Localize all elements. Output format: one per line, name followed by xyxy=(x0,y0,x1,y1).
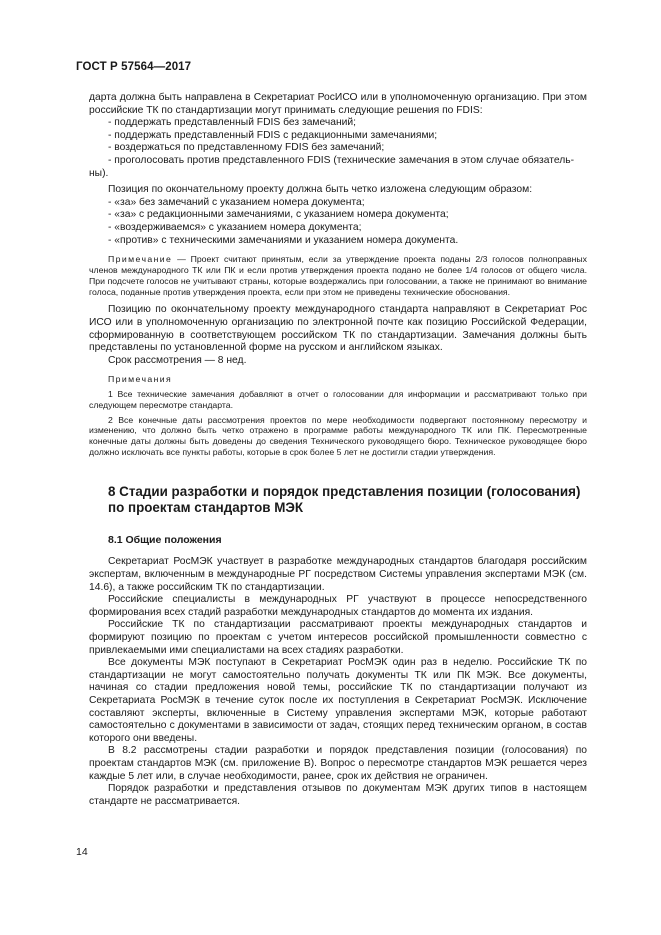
format-intro-paragraph: Позиция по окончательному проекту должна быть четко изложена следующим образом: xyxy=(108,184,533,196)
format-item: - «воздерживаемся» с указанием номера документа; xyxy=(108,221,362,233)
notes-title: Примечания xyxy=(108,374,173,385)
option-item: - воздержаться по представленному FDIS без замечаний; xyxy=(108,142,385,154)
format-item: - «за» без замечаний с указанием номера документа; xyxy=(108,196,365,208)
review-term: Срок рассмотрения — 8 нед. xyxy=(108,354,247,366)
option-item-continuation: ны). xyxy=(89,167,109,179)
note-text: — Проект считают принятым, если за утверждение проекта поданы 2/3 голосов полноправных членов международного ТК или ПК и если против утверждения проекта подано не более 1/4 голосов от общего числа. При подсчете голосов не учитывают страны, которые воздержались при голосовании, а также не принимают во внимание голоса, поданные против утверждения проекта, если при этом не приведены технические обоснования. xyxy=(89,254,587,297)
section-paragraph: Все документы МЭК поступают в Секретариат РосМЭК один раз в неделю. Российские ТК по стандартизации не могут самостоятельно получать документы ТК или ПК МЭК. Все документы, начиная со стадии предложения новой темы, российские ТК по стандартизации получают из Секретариата РосМЭК в течение суток после их поступления в Секретариат РосМЭК. Исключение составляют эксперты, включенные в Систему управления экспертами МЭК, которые работают самостоятельно с документами в зависимости от задач, стоящих перед техническим органом, в состав которого они введены. xyxy=(89,657,587,744)
format-item: - «против» с техническими замечаниями и указанием номера документа. xyxy=(108,234,459,246)
section-paragraph: Российские ТК по стандартизации рассматривают проекты международных стандартов и формируют позицию по проектам с учетом интересов российской промышленности совместно с привлекаемыми ими специалистами на всех стадиях разработки. xyxy=(89,619,587,656)
section-8-title: 8 Стадии разработки и порядок представления позиции (голосования) по проектам стандартов МЭК xyxy=(108,483,581,515)
option-item: - поддержать представленный FDIS с редакционными замечаниями; xyxy=(108,129,438,141)
section-paragraph: В 8.2 рассмотрены стадии разработки и порядок представления позиции (голосования) по проектам стандартов МЭК (см. приложение В). Вопрос о пересмотре стандартов МЭК решается через каждые 5 лет или, в случае необходимости, ранее, срок их действия не ограничен. xyxy=(89,745,587,782)
section-paragraph: Российские специалисты в международных РГ участвуют в процессе непосредственного формирования всех стадий разработки международных стандартов до момента их издания. xyxy=(89,594,587,618)
note-voting-rule xyxy=(89,254,587,297)
note-item-2: 2 Все конечные даты рассмотрения проектов по мере необходимости подвергают постоянному пересмотру и изменению, что должно быть четко отражено в программе работы международного ТК или ПК. Пересмотренные конечные даты должны быть доведены до сведения Технического руководящего бюро. Техническое руководящее бюро должно исключать все пункты работы, которые в срок более 5 лет не достигли стадии утверждения. xyxy=(89,414,587,458)
option-item: - поддержать представленный FDIS без замечаний; xyxy=(108,117,357,129)
document-header-code: ГОСТ Р 57564—2017 xyxy=(76,61,192,73)
page-content xyxy=(89,92,587,808)
intro-paragraph: дарта должна быть направлена в Секретариат РосИСО или в уполномоченную организацию. При этом российские ТК по стандартизации могут принимать следующие решения по FDIS: xyxy=(89,92,587,116)
format-item: - «за» с редакционными замечаниями, с указанием номера документа; xyxy=(108,209,449,221)
subsection-8-1-title: 8.1 Общие положения xyxy=(108,533,222,546)
note-item-1: 1 Все технические замечания добавляют в отчет о голосовании для информации и рассматривают только при следующем пересмотре стандарта. xyxy=(89,389,587,410)
section-paragraph: Секретариат РосМЭК участвует в разработке международных стандартов благодаря российским экспертам, включенным в международные РГ посредством Системы управления экспертами МЭК (см. 14.6), а также российским ТК по стандартизации. xyxy=(89,556,587,593)
page-number: 14 xyxy=(76,846,88,858)
note-label: Примечание xyxy=(108,254,173,265)
option-item: - проголосовать против представленного FDIS (технические замечания в этом случае обязатель- xyxy=(108,154,575,166)
section-paragraph: Порядок разработки и представления отзывов по документам МЭК других типов в настоящем стандарте не рассматривается. xyxy=(89,783,587,807)
position-paragraph: Позицию по окончательному проекту международного стандарта направляют в Секретариат Рос ИСО или в уполномоченную организацию по электронной почте как позицию Российской Федерации, сформированную в соответствующем российском ТК по стандартизации. Замечания должны быть представлены по установленной форме на русском и английском языках. xyxy=(89,304,587,354)
